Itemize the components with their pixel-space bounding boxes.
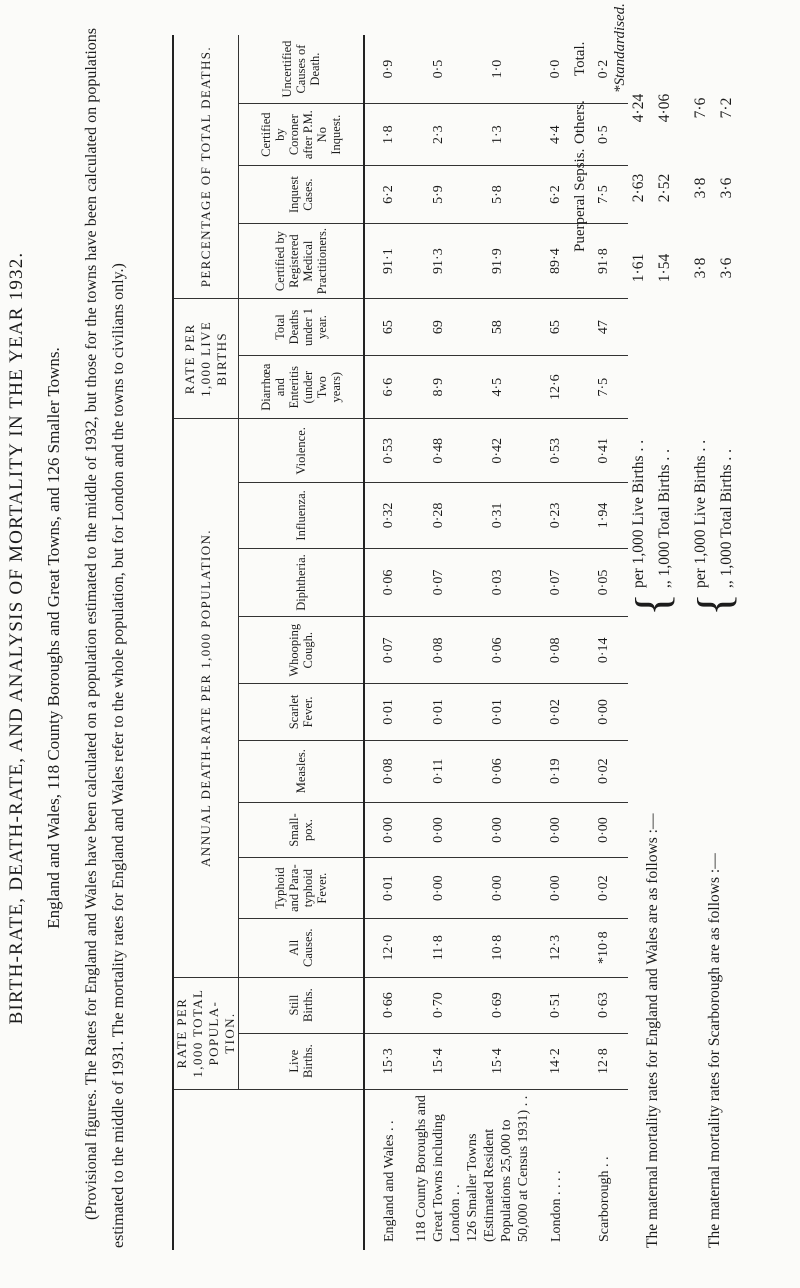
row-label: Scarborough . .: [580, 1089, 628, 1250]
page-title: BIRTH-RATE, DEATH-RATE, AND ANALYSIS OF MORTALITY IN THE YEAR 1932.: [6, 251, 27, 1025]
column-header: Typhoid and Para-typhoid Fever.: [239, 858, 365, 918]
table-cell: 58: [464, 299, 532, 356]
maternal-lead-text: The maternal mortality rates for Scarborough are as follows :—: [706, 853, 723, 1248]
column-header: Diarrhœa and Enteritis (under Two years): [239, 355, 365, 419]
column-header: Small-pox.: [239, 802, 365, 858]
table-cell: 1·8: [364, 104, 413, 166]
table-cell: 0·06: [464, 740, 532, 802]
table-row: [364, 35, 413, 1250]
table-cell: 91·9: [464, 223, 532, 298]
table-cell: 0·31: [464, 483, 532, 548]
page-subtitle: England and Wales, 118 County Boroughs and Great Towns, and 126 Smaller Towns.: [44, 347, 63, 929]
table-cell: 6·6: [364, 355, 413, 419]
table-cell: 14·2: [532, 1033, 580, 1089]
maternal-value: 3·8: [692, 257, 709, 279]
table-cell: 0·07: [413, 548, 464, 617]
table-cell: 0·02: [580, 740, 628, 802]
maternal-value: 2·52: [656, 173, 673, 203]
maternal-value: 7·2: [718, 97, 735, 119]
table-cell: 0·00: [464, 802, 532, 858]
group-header-percentage: PERCENTAGE OF TOTAL DEATHS.: [173, 35, 239, 299]
table-cell: 65: [532, 299, 580, 356]
table-cell: 0·14: [580, 617, 628, 684]
table-cell: 0·69: [464, 977, 532, 1033]
table-cell: 65: [364, 299, 413, 356]
table-cell: 15·4: [464, 1033, 532, 1089]
maternal-basis-live: per 1,000 Live Births . .: [692, 439, 709, 588]
maternal-value: 2·63: [630, 173, 647, 203]
column-header: All Causes.: [239, 918, 365, 977]
table-cell: 0·07: [532, 548, 580, 617]
row-label: London . . . .: [532, 1089, 580, 1250]
table-cell: *10·8: [580, 918, 628, 977]
table-cell: 0·42: [464, 419, 532, 483]
table-cell: 0·00: [532, 858, 580, 918]
maternal-value: 4·06: [656, 93, 673, 123]
table-cell: 0·32: [364, 483, 413, 548]
table-cell: 12·0: [364, 918, 413, 977]
brace-glyph: {: [626, 592, 679, 616]
table-cell: 2·3: [413, 104, 464, 166]
table-cell: 0·08: [364, 740, 413, 802]
footnote: *Standardised.: [612, 3, 628, 93]
column-header: Diphtheria.: [239, 548, 365, 617]
table-cell: 0·03: [464, 548, 532, 617]
table-cell: 0·53: [532, 419, 580, 483]
column-header: Scarlet Fever.: [239, 684, 365, 741]
row-label: 118 County Boroughs and Great Towns including London . .: [413, 1089, 464, 1250]
column-header: Violence.: [239, 419, 365, 483]
brace-glyph: {: [688, 592, 741, 616]
table-cell: 0·51: [532, 977, 580, 1033]
table-cell: 0·23: [532, 483, 580, 548]
row-label: 126 Smaller Towns (Estimated Resident Populations 25,000 to 50,000 at Census 1931) . .: [464, 1089, 532, 1250]
table-cell: 0·01: [413, 684, 464, 741]
table-cell: 0·66: [364, 977, 413, 1033]
table-cell: 0·2: [596, 59, 611, 79]
table-cell: 0·07: [364, 617, 413, 684]
table-cell: 5·9: [413, 166, 464, 224]
table-cell: 12·8: [580, 1033, 628, 1089]
table-cell: 0·00: [464, 858, 532, 918]
maternal-basis-total: ,, 1,000 Total Births . .: [718, 449, 735, 588]
maternal-row: [626, 18, 688, 1248]
table-cell: 0·53: [364, 419, 413, 483]
table-cell: 0·11: [413, 740, 464, 802]
table-cell: 0·01: [464, 684, 532, 741]
table-cell: 0·41: [580, 419, 628, 483]
table-row: [464, 35, 532, 1250]
table-cell: 6·2: [532, 166, 580, 224]
maternal-section: [626, 18, 750, 1248]
maternal-header-total: Total.: [572, 41, 588, 76]
maternal-value: 3·8: [692, 177, 709, 199]
table-cell: 0·48: [413, 419, 464, 483]
table-cell: 1·94: [580, 483, 628, 548]
table-cell: 69: [413, 299, 464, 356]
table-cell: 5·8: [464, 166, 532, 224]
table-cell: 8·9: [413, 355, 464, 419]
maternal-value: 4·24: [630, 93, 647, 123]
table-cell: 0·00: [413, 858, 464, 918]
table-cell: 0·06: [364, 548, 413, 617]
table-cell: 0·02: [532, 684, 580, 741]
table-cell: 0·5: [580, 104, 628, 166]
maternal-basis-live: per 1,000 Live Births . .: [630, 439, 647, 588]
table-cell: 6·2: [364, 166, 413, 224]
table-cell: 11·8: [413, 918, 464, 977]
maternal-header-others: Others.: [572, 100, 588, 144]
table-cell: 0·01: [364, 858, 413, 918]
table-cell: 0·00: [364, 802, 413, 858]
maternal-value: 1·54: [656, 253, 673, 283]
table-row: [413, 35, 464, 1250]
maternal-basis-total: ,, 1,000 Total Births . .: [656, 449, 673, 588]
maternal-value: 1·61: [630, 253, 647, 283]
table-cell: 0·00: [580, 802, 628, 858]
maternal-value: 7·6: [692, 97, 709, 119]
table-cell: 1·0: [490, 59, 505, 79]
maternal-header-puerperal: Puerperal Sepsis.: [572, 148, 588, 252]
table-cell: 89·4: [532, 223, 580, 298]
table-cell: 0·08: [532, 617, 580, 684]
table-cell: 7·5: [580, 355, 628, 419]
column-header: Certified by Coroner after P.M. No Inquest.: [239, 104, 365, 166]
column-header: Live Births.: [239, 1033, 365, 1089]
group-header-birth-rate: RATE PER 1,000 TOTAL POPULA-TION.: [173, 977, 239, 1089]
table-cell: 0·63: [580, 977, 628, 1033]
group-header-rate-live-births: RATE PER 1,000 LIVE BIRTHS: [173, 299, 239, 419]
table-cell: 12·6: [532, 355, 580, 419]
table-cell: 0·01: [364, 684, 413, 741]
table-cell: 0·06: [464, 617, 532, 684]
place-column-header: [173, 1089, 364, 1250]
mortality-table: [172, 35, 628, 1250]
explanatory-note: [78, 28, 132, 1248]
maternal-value: 3·6: [718, 177, 735, 199]
table-cell: 0·00: [532, 802, 580, 858]
table-cell: 0·00: [413, 802, 464, 858]
table-cell: 0·00: [580, 684, 628, 741]
maternal-value: 3·6: [718, 257, 735, 279]
column-header: Measles.: [239, 740, 365, 802]
note-text: (Provisional figures. The Rates for England and Wales have been calculated on a population estimated to the middle of 1932, but those for the towns have been calculated on populations estimated to the middle of 1931. The mortality rates for England and Wales refer to the whole population, but for London and the towns to civilians only.): [83, 28, 127, 1248]
maternal-row: [688, 18, 750, 1248]
table-cell: 0·05: [580, 548, 628, 617]
column-header: Inquest Cases.: [239, 166, 365, 224]
table-cell: 12·3: [532, 918, 580, 977]
column-header: Uncertified Causes of Death.: [239, 35, 365, 104]
column-header: Influenza.: [239, 483, 365, 548]
table-cell: 91·8: [580, 223, 628, 298]
table-cell: 7·5: [580, 166, 628, 224]
table-cell: 0·08: [413, 617, 464, 684]
table-cell: 91·1: [364, 223, 413, 298]
table-cell: 1·3: [464, 104, 532, 166]
column-header: Whooping Cough.: [239, 617, 365, 684]
column-header: Still Births.: [239, 977, 365, 1033]
table-cell: 91·3: [413, 223, 464, 298]
table-cell: 0·19: [532, 740, 580, 802]
table-cell: 4·4: [532, 104, 580, 166]
table-cell: 0·5: [430, 59, 446, 79]
column-header: Total Deaths under 1 year.: [239, 299, 365, 356]
table-cell: 15·4: [413, 1033, 464, 1089]
table-cell: 47: [580, 299, 628, 356]
table-cell: 0·28: [413, 483, 464, 548]
table-cell: 10·8: [464, 918, 532, 977]
table-cell: 0·9: [381, 59, 396, 79]
table-cell: 0·70: [413, 977, 464, 1033]
column-header: Certified by Registered Medical Practitioners.: [239, 223, 365, 298]
maternal-lead-text: The maternal mortality rates for England and Wales are as follows :—: [644, 813, 661, 1248]
table-cell: 15·3: [364, 1033, 413, 1089]
table-cell: 0·02: [580, 858, 628, 918]
group-header-death-rate: ANNUAL DEATH-RATE PER 1,000 POPULATION.: [173, 419, 239, 977]
table-cell: 0·0: [548, 59, 563, 79]
table-cell: 4·5: [464, 355, 532, 419]
row-label: England and Wales . .: [364, 1089, 413, 1250]
